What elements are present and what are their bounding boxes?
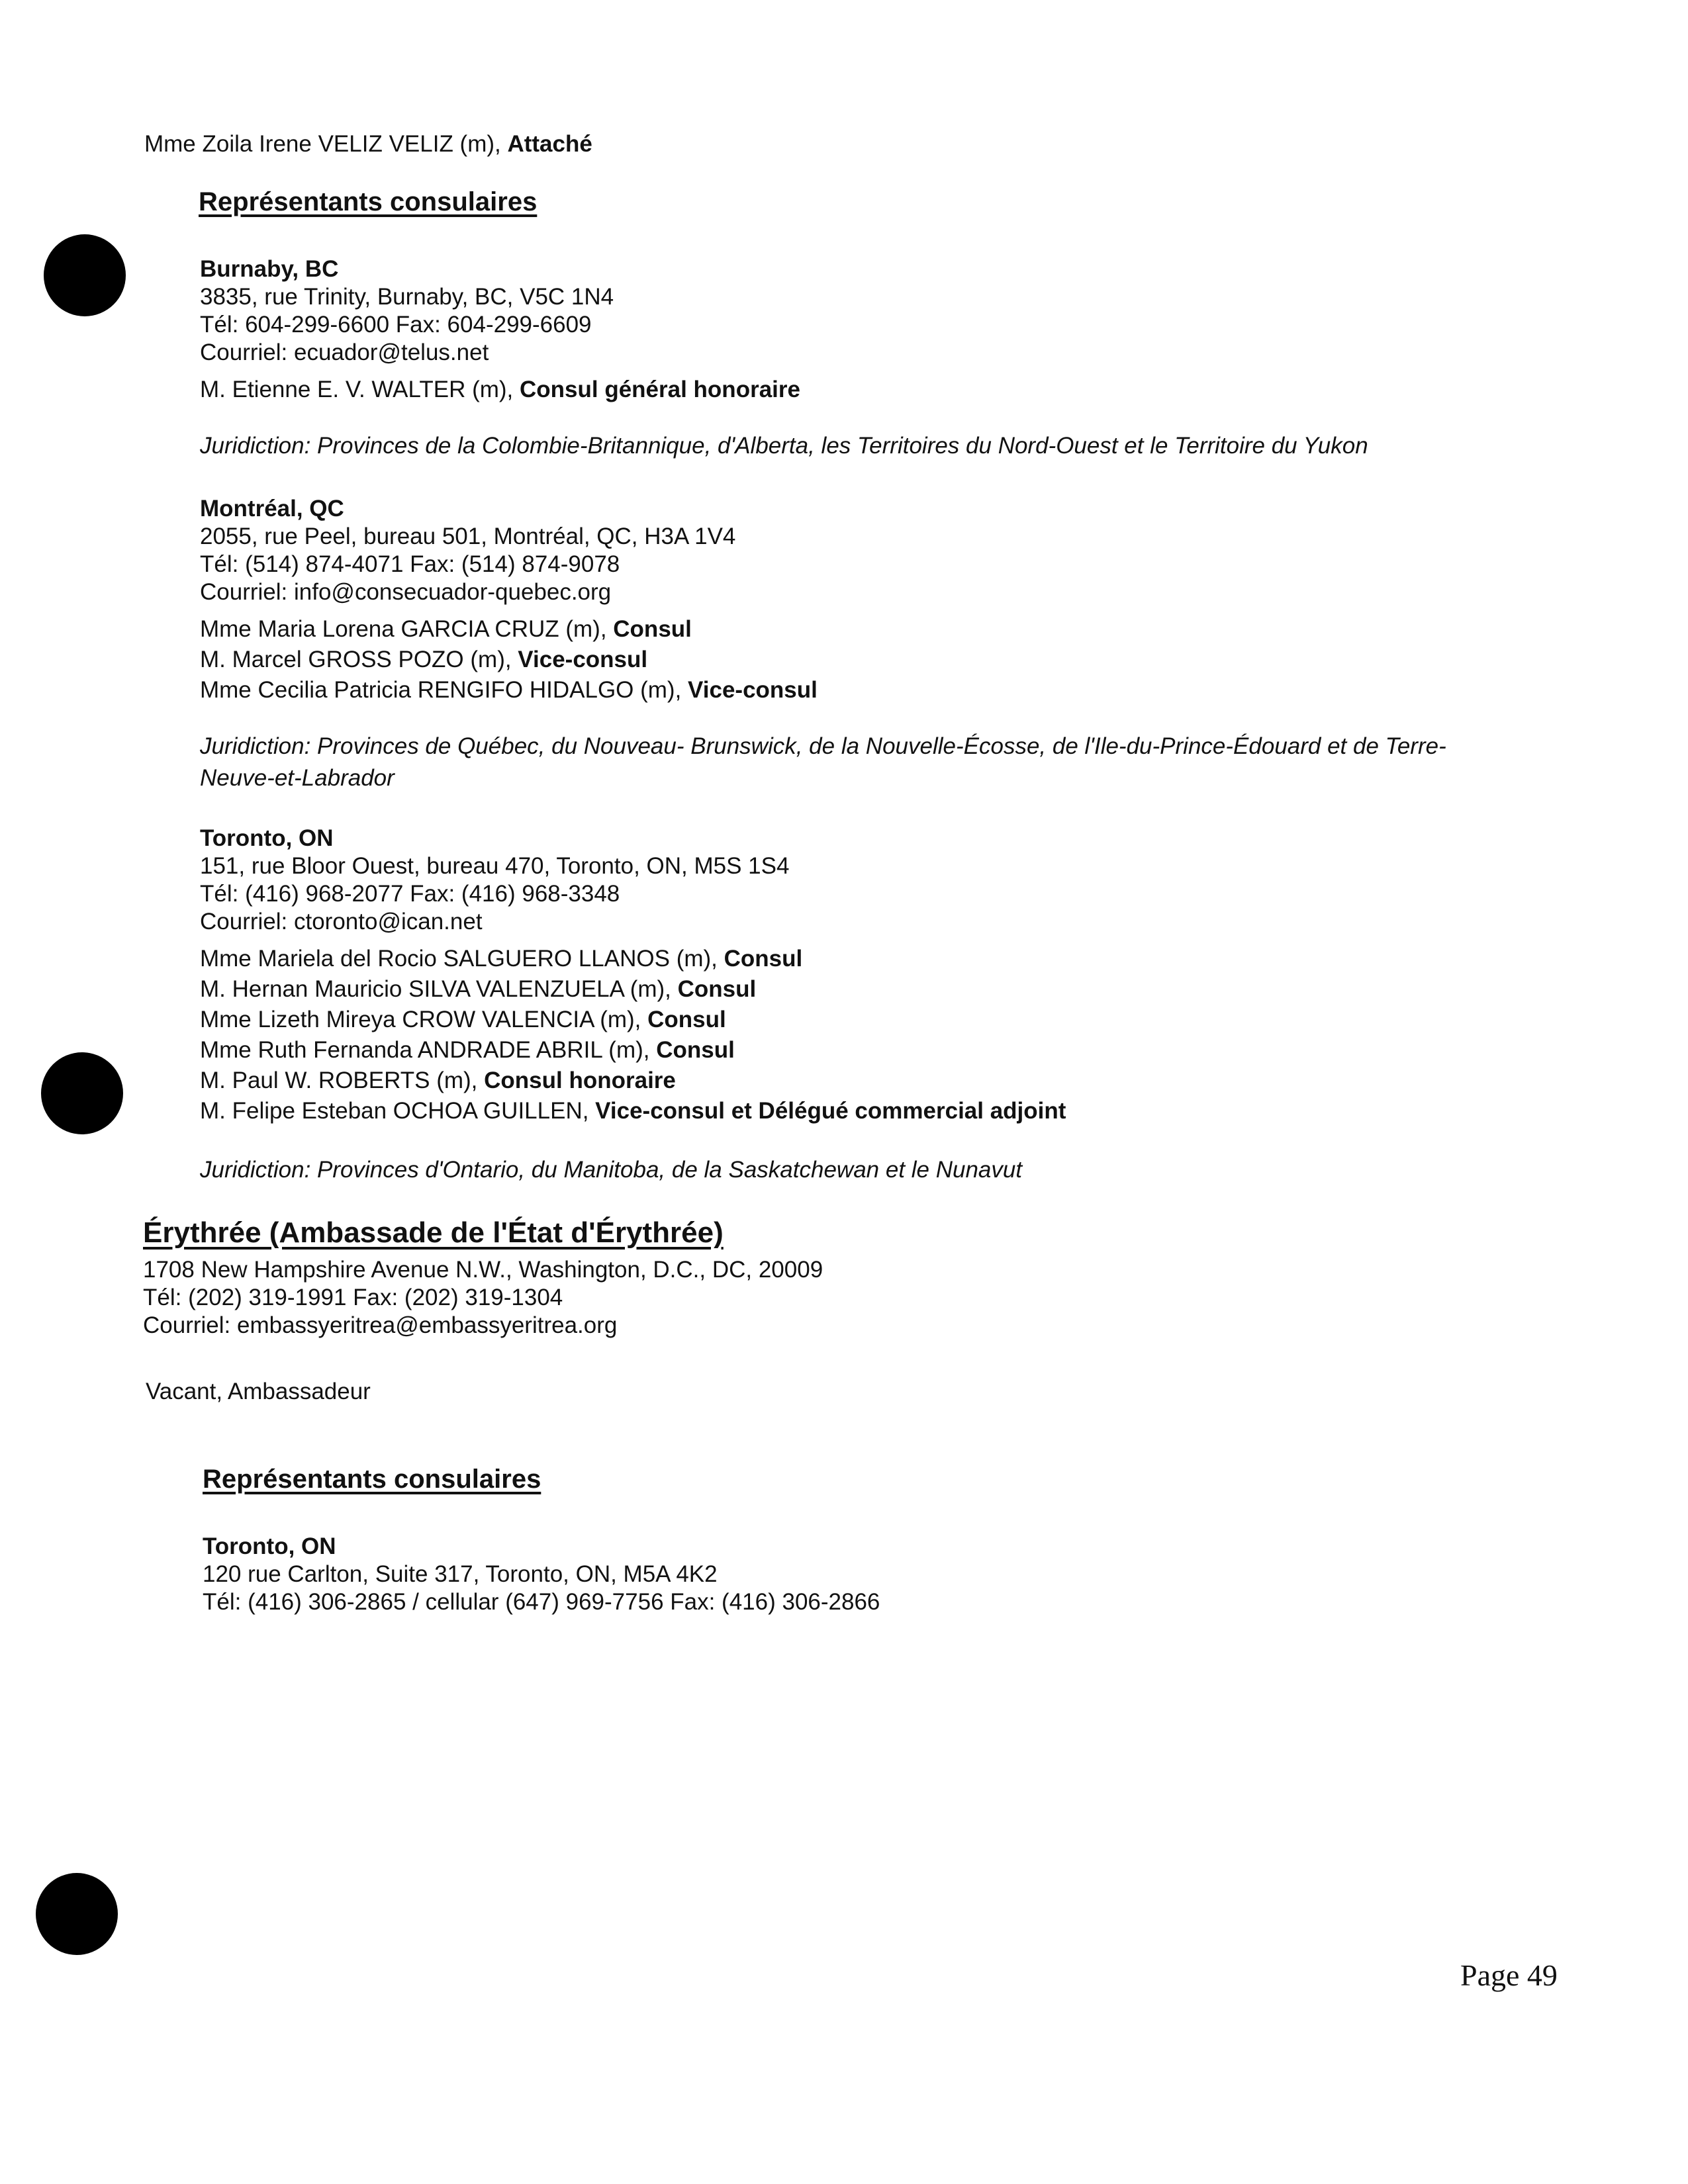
attache-entry bbox=[144, 130, 592, 158]
address-montreal: 2055, rue Peel, bureau 501, Montréal, QC, H3A 1V4 bbox=[200, 523, 736, 549]
city-montreal: Montréal, QC bbox=[200, 496, 344, 522]
embassy-title-eritrea: Érythrée (Ambassade de l'État d'Érythrée) bbox=[143, 1216, 724, 1249]
person-burnaby-1 bbox=[200, 376, 800, 404]
person-name: Mme Ruth Fernanda ANDRADE ABRIL (m), bbox=[200, 1037, 657, 1063]
person-name: M. Felipe Esteban OCHOA GUILLEN, bbox=[200, 1098, 596, 1124]
city-burnaby: Burnaby, BC bbox=[200, 256, 339, 282]
person-name: Mme Maria Lorena GARCIA CRUZ (m), bbox=[200, 616, 614, 642]
city-toronto-eritrea: Toronto, ON bbox=[203, 1533, 336, 1559]
person-title: Vice-consul bbox=[688, 677, 818, 703]
person-montreal-3 bbox=[200, 676, 818, 704]
section-heading-ecuador-consular: Représentants consulaires bbox=[199, 187, 538, 216]
person-toronto-2 bbox=[200, 976, 756, 1003]
phone-burnaby: Tél: 604-299-6600 Fax: 604-299-6609 bbox=[200, 312, 592, 338]
person-name: M. Paul W. ROBERTS (m), bbox=[200, 1068, 485, 1093]
person-title: Consul bbox=[656, 1037, 735, 1063]
person-name: M. Marcel GROSS POZO (m), bbox=[200, 647, 518, 672]
address-toronto-eritrea: 120 rue Carlton, Suite 317, Toronto, ON, M5A 4K2 bbox=[203, 1561, 718, 1587]
person-name: Mme Cecilia Patricia RENGIFO HIDALGO (m), bbox=[200, 677, 688, 703]
phone-montreal: Tél: (514) 874-4071 Fax: (514) 874-9078 bbox=[200, 551, 620, 577]
punch-hole-middle bbox=[41, 1052, 123, 1134]
person-toronto-6 bbox=[200, 1097, 1066, 1125]
person-name: Mme Mariela del Rocio SALGUERO LLANOS (m), bbox=[200, 946, 724, 972]
email-montreal: Courriel: info@consecuador-quebec.org bbox=[200, 579, 612, 605]
person-title: Consul bbox=[647, 1007, 726, 1032]
email-burnaby: Courriel: ecuador@telus.net bbox=[200, 340, 489, 365]
email-eritrea: Courriel: embassyeritrea@embassyeritrea.org bbox=[143, 1312, 618, 1338]
phone-toronto-eritrea: Tél: (416) 306-2865 / cellular (647) 969-7756 Fax: (416) 306-2866 bbox=[203, 1589, 880, 1615]
person-title: Attaché bbox=[507, 131, 592, 157]
person-title: Vice-consul et Délégué commercial adjoint bbox=[595, 1098, 1066, 1124]
section-heading-eritrea-consular: Représentants consulaires bbox=[203, 1465, 541, 1494]
person-name: M. Hernan Mauricio SILVA VALENZUELA (m), bbox=[200, 976, 678, 1002]
address-eritrea: 1708 New Hampshire Avenue N.W., Washington, D.C., DC, 20009 bbox=[143, 1257, 823, 1283]
person-title: Consul bbox=[613, 616, 692, 642]
person-title: Consul honoraire bbox=[484, 1068, 676, 1093]
person-toronto-4 bbox=[200, 1036, 735, 1064]
phone-eritrea: Tél: (202) 319-1991 Fax: (202) 319-1304 bbox=[143, 1285, 563, 1310]
person-toronto-5 bbox=[200, 1067, 676, 1095]
page-number: Page 49 bbox=[1460, 1958, 1558, 1992]
person-name: M. Etienne E. V. WALTER (m), bbox=[200, 377, 520, 402]
address-toronto: 151, rue Bloor Ouest, bureau 470, Toronto, ON, M5S 1S4 bbox=[200, 853, 790, 879]
person-toronto-1 bbox=[200, 945, 802, 973]
person-title: Consul bbox=[724, 946, 803, 972]
person-title: Consul bbox=[677, 976, 757, 1002]
person-toronto-3 bbox=[200, 1006, 726, 1034]
punch-hole-top bbox=[44, 234, 126, 316]
person-title: Vice-consul bbox=[518, 647, 648, 672]
person-name: Mme Zoila Irene VELIZ VELIZ (m), bbox=[144, 131, 508, 157]
jurisdiction-burnaby: Juridiction: Provinces de la Colombie-Britannique, d'Alberta, les Territoires du Nord-Ouest et le Territoire du Yukon bbox=[200, 433, 1368, 459]
city-toronto: Toronto, ON bbox=[200, 825, 334, 851]
email-toronto: Courriel: ctoronto@ican.net bbox=[200, 909, 483, 934]
punch-hole-bottom bbox=[36, 1873, 118, 1955]
person-title: Consul général honoraire bbox=[520, 377, 800, 402]
person-montreal-2 bbox=[200, 646, 647, 674]
person-name: Mme Lizeth Mireya CROW VALENCIA (m), bbox=[200, 1007, 648, 1032]
address-burnaby: 3835, rue Trinity, Burnaby, BC, V5C 1N4 bbox=[200, 284, 614, 310]
jurisdiction-toronto: Juridiction: Provinces d'Ontario, du Manitoba, de la Saskatchewan et le Nunavut bbox=[200, 1157, 1023, 1183]
phone-toronto: Tél: (416) 968-2077 Fax: (416) 968-3348 bbox=[200, 881, 620, 907]
jurisdiction-montreal: Juridiction: Provinces de Québec, du Nouveau- Brunswick, de la Nouvelle-Écosse, de l'Ile-du-Prince-Édouard et de Terre-Neuve-et-Labrador bbox=[200, 733, 1446, 791]
person-montreal-1 bbox=[200, 615, 692, 643]
ambassador-eritrea: Vacant, Ambassadeur bbox=[146, 1379, 371, 1404]
